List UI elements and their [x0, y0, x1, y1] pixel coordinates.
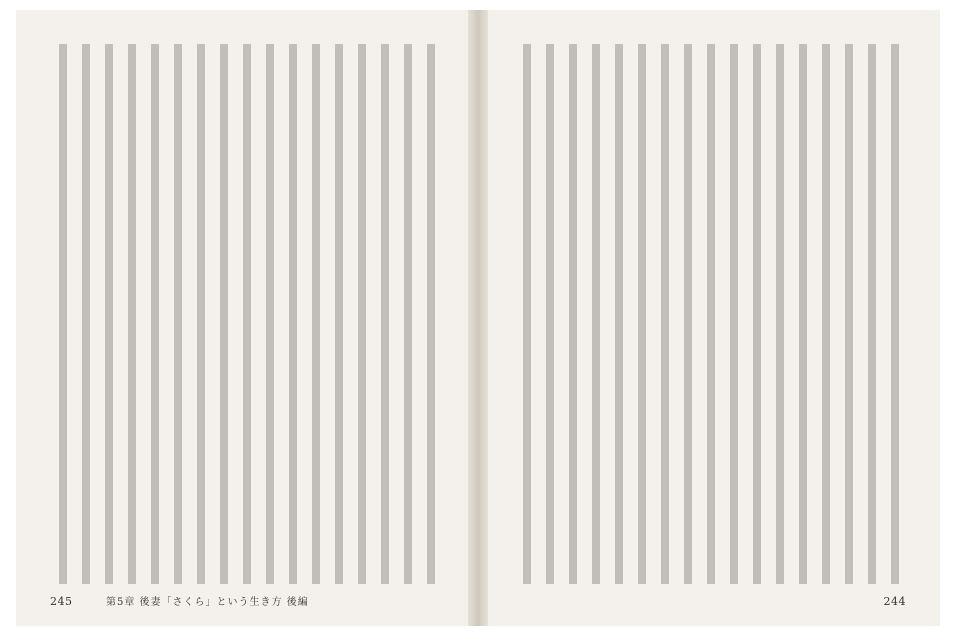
right-page	[488, 10, 940, 626]
page-number: 245	[50, 595, 73, 608]
book-gutter	[468, 10, 488, 626]
running-head: 第5章 後妻「さくら」という生き方 後編	[106, 597, 309, 608]
left-page	[16, 10, 468, 626]
vertical-text-block	[52, 44, 444, 584]
vertical-text-block	[516, 44, 908, 584]
page-number: 244	[883, 595, 906, 608]
